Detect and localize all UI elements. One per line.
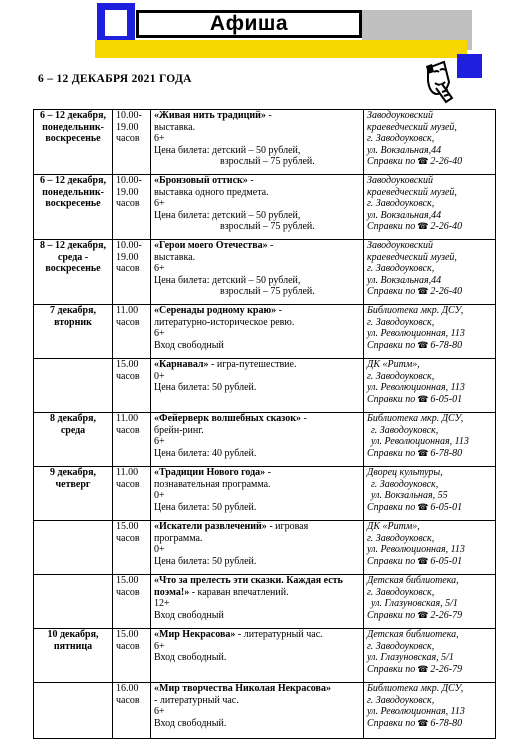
time-cell: 10.00- 19.00 часов: [113, 175, 151, 240]
time-cell: 15.00 часов: [113, 629, 151, 683]
place-cell: Заводоуковский краеведческий музей, г. Заводоуковск, ул. Вокзальная,44 Справки по ☎ 2-26-40: [364, 110, 496, 175]
period-heading: 6 – 12 ДЕКАБРЯ 2021 ГОДА: [38, 73, 192, 85]
schedule-table: [33, 109, 496, 739]
event-cell: «Серенады родному краю» - литературно-историческое ревю. 6+ Вход свободный: [151, 305, 364, 359]
date-cell: [34, 575, 113, 629]
phone-number: 6-78-80: [430, 717, 463, 729]
phone-number: 2-26-79: [430, 663, 463, 675]
age-rating: 6+: [154, 263, 165, 275]
table-row: [34, 575, 496, 629]
event-title: «Традиции Нового года»: [154, 467, 266, 478]
event-title: «Карнавал»: [154, 359, 209, 370]
place-cell: Дворец культуры, г. Заводоуковск, ул. Вокзальная, 55 Справки по ☎ 6-05-01: [364, 467, 496, 521]
age-rating: 0+: [154, 544, 165, 556]
date-cell: 6 – 12 декабря, понедельник-воскресенье: [34, 110, 113, 175]
age-rating: 6+: [154, 328, 165, 340]
phone-icon: ☎: [417, 447, 429, 458]
time-cell: 11.00 часов: [113, 305, 151, 359]
event-title: «Герои моего Отечества»: [154, 240, 268, 251]
event-title: «Серенады родному краю»: [154, 305, 277, 316]
event-title: «Живая нить традиций»: [154, 110, 266, 121]
phone-icon: ☎: [417, 221, 429, 232]
phone-icon: ☎: [417, 156, 429, 167]
phone-icon: ☎: [417, 717, 429, 728]
age-rating: 0+: [154, 490, 165, 502]
table-row: [34, 413, 496, 467]
phone-number: 6-05-01: [430, 393, 463, 405]
phone-number: 6-78-80: [430, 339, 463, 351]
phone-icon: ☎: [417, 555, 429, 566]
age-rating: 12+: [154, 598, 170, 610]
event-title: «Что за прелесть эти сказки. Каждая есть поэма!»: [154, 575, 343, 598]
place-cell: Библиотека мкр. ДСУ, г. Заводоуковск, ул. Революционная, 113 Справки по ☎ 6-78-80: [364, 683, 496, 739]
event-title: «Мир Некрасова»: [154, 629, 236, 640]
phone-icon: ☎: [417, 663, 429, 674]
date-cell: [34, 521, 113, 575]
event-title: «Мир творчества Николая Некрасова»: [154, 683, 331, 694]
header-yellow-band: [95, 40, 467, 58]
time-cell: 10.00- 19.00 часов: [113, 240, 151, 305]
event-cell: «Бронзовый оттиск» - выставка одного предмета. 6+ Цена билета: детский – 50 рублей, взрослый – 75 рублей.: [151, 175, 364, 240]
phone-number: 6-78-80: [430, 447, 463, 459]
table-row: [34, 683, 496, 739]
table-row: [34, 110, 496, 175]
event-cell: «Живая нить традиций» - выставка. 6+ Цена билета: детский – 50 рублей, взрослый – 75 рублей.: [151, 110, 364, 175]
time-cell: 11.00 часов: [113, 467, 151, 521]
date-cell: 10 декабря, пятница: [34, 629, 113, 683]
time-cell: 15.00 часов: [113, 359, 151, 413]
phone-number: 2-26-40: [430, 286, 463, 298]
event-cell: «Мир творчества Николая Некрасова» - литературный час. 6+ Вход свободный.: [151, 683, 364, 739]
place-cell: ДК «Ритм», г. Заводоуковск, ул. Революционная, 113 Справки по ☎ 6-05-01: [364, 359, 496, 413]
table-row: [34, 467, 496, 521]
table-row: [34, 629, 496, 683]
phone-number: 6-05-01: [430, 501, 463, 513]
date-cell: 8 – 12 декабря, среда - воскресенье: [34, 240, 113, 305]
time-cell: 16.00 часов: [113, 683, 151, 739]
date-cell: [34, 683, 113, 739]
time-cell: 11.00 часов: [113, 413, 151, 467]
phone-icon: ☎: [417, 501, 429, 512]
date-cell: [34, 359, 113, 413]
date-cell: 8 декабря, среда: [34, 413, 113, 467]
age-rating: 6+: [154, 436, 165, 448]
event-cell: «Мир Некрасова» - литературный час. 6+ Вход свободный.: [151, 629, 364, 683]
header-blue-block-right: [457, 54, 482, 78]
table-row: [34, 521, 496, 575]
age-rating: 0+: [154, 370, 165, 382]
event-cell: «Что за прелесть эти сказки. Каждая есть поэма!» - караван впечатлений. 12+ Вход свободный: [151, 575, 364, 629]
event-cell: «Фейерверк волшебных сказок» - брейн-ринг. 6+ Цена билета: 40 рублей.: [151, 413, 364, 467]
place-cell: Детская библиотека, г. Заводоуковск, ул. Глазуновская, 5/1 Справки по ☎ 2-26-79: [364, 575, 496, 629]
phone-icon: ☎: [417, 393, 429, 404]
age-rating: 6+: [154, 640, 165, 652]
time-cell: 10.00- 19.00 часов: [113, 110, 151, 175]
place-cell: ДК «Ритм», г. Заводоуковск, ул. Революционная, 113 Справки по ☎ 6-05-01: [364, 521, 496, 575]
place-cell: Детская библиотека, г. Заводоуковск, ул. Глазуновская, 5/1 Справки по ☎ 2-26-79: [364, 629, 496, 683]
page-title: Афиша: [209, 12, 289, 35]
event-cell: «Традиции Нового года» - познавательная программа. 0+ Цена билета: 50 рублей.: [151, 467, 364, 521]
place-cell: Заводоуковский краеведческий музей, г. Заводоуковск, ул. Вокзальная,44 Справки по ☎ 2-26-40: [364, 240, 496, 305]
age-rating: 6+: [154, 198, 165, 210]
place-cell: Библиотека мкр. ДСУ, г. Заводоуковск, ул. Революционная, 113 Справки по ☎ 6-78-80: [364, 413, 496, 467]
event-title: «Бронзовый оттиск»: [154, 175, 248, 186]
age-rating: 6+: [154, 133, 165, 145]
phone-icon: ☎: [417, 286, 429, 297]
phone-number: 2-26-79: [430, 609, 463, 621]
phone-icon: ☎: [417, 339, 429, 350]
time-cell: 15.00 часов: [113, 575, 151, 629]
table-row: [34, 175, 496, 240]
title-box: [136, 10, 362, 38]
phone-number: 2-26-40: [430, 156, 463, 168]
age-rating: 6+: [154, 706, 165, 718]
event-title: «Искатели развлечений»: [154, 521, 267, 532]
phone-number: 6-05-01: [430, 555, 463, 567]
date-cell: 7 декабря, вторник: [34, 305, 113, 359]
place-cell: Библиотека мкр. ДСУ, г. Заводоуковск, ул. Революционная, 113 Справки по ☎ 6-78-80: [364, 305, 496, 359]
place-cell: Заводоуковский краеведческий музей, г. Заводоуковск, ул. Вокзальная,44 Справки по ☎ 2-26-40: [364, 175, 496, 240]
theatre-masks-icon: [422, 58, 456, 108]
date-cell: 9 декабря, четверг: [34, 467, 113, 521]
table-row: [34, 240, 496, 305]
event-cell: «Искатели развлечений» - игровая программа. 0+ Цена билета: 50 рублей.: [151, 521, 364, 575]
time-cell: 15.00 часов: [113, 521, 151, 575]
event-cell: «Герои моего Отечества» - выставка. 6+ Цена билета: детский – 50 рублей, взрослый – 75 рублей.: [151, 240, 364, 305]
table-row: [34, 359, 496, 413]
date-cell: 6 – 12 декабря, понедельник-воскресенье: [34, 175, 113, 240]
event-cell: «Карнавал» - игра-путешествие. 0+ Цена билета: 50 рублей.: [151, 359, 364, 413]
phone-number: 2-26-40: [430, 221, 463, 233]
table-row: [34, 305, 496, 359]
header-white-inset: [105, 10, 127, 36]
event-title: «Фейерверк волшебных сказок»: [154, 413, 301, 424]
phone-icon: ☎: [417, 609, 429, 620]
